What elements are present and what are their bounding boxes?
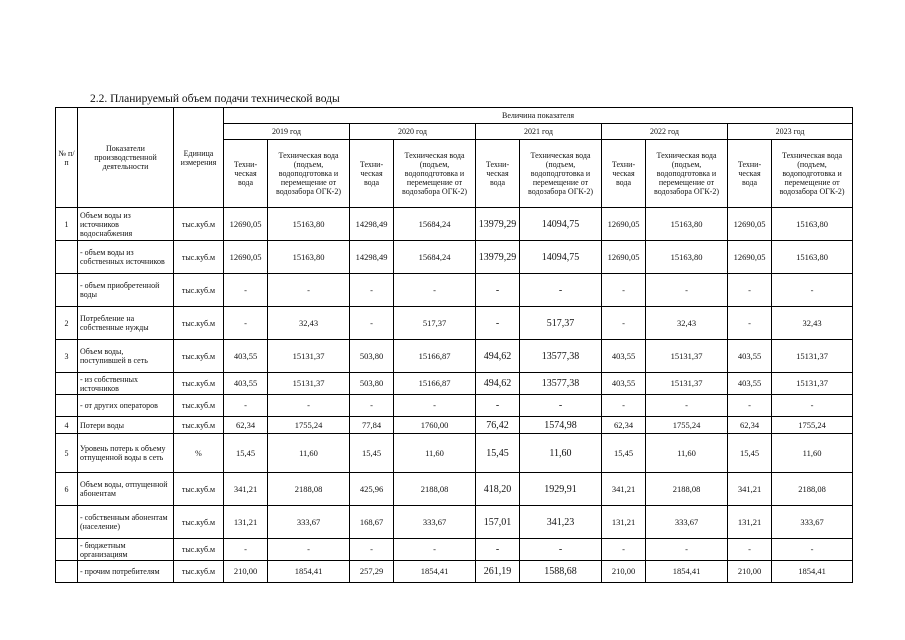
value-cell: 333,67 — [772, 506, 853, 539]
value-cell: 403,55 — [728, 340, 772, 373]
value-cell: 1854,41 — [394, 561, 476, 583]
header-tech-water: Техни-ческая вода — [728, 140, 772, 208]
value-cell: 2188,08 — [772, 473, 853, 506]
value-cell: - — [646, 395, 728, 417]
value-cell: 333,67 — [394, 506, 476, 539]
value-cell: 15163,80 — [646, 208, 728, 241]
header-unit: Единица измерения — [174, 108, 224, 208]
header-value-group: Величина показателя — [224, 108, 853, 124]
header-tech-water: Техни-ческая вода — [476, 140, 520, 208]
value-cell: - — [476, 307, 520, 340]
value-cell: 1755,24 — [646, 417, 728, 434]
row-unit: тыс.куб.м — [174, 208, 224, 241]
value-cell: - — [350, 395, 394, 417]
value-cell: 494,62 — [476, 373, 520, 395]
value-cell: 261,19 — [476, 561, 520, 583]
value-cell: - — [520, 539, 602, 561]
value-cell: 15163,80 — [772, 208, 853, 241]
value-cell: - — [350, 539, 394, 561]
value-cell: 62,34 — [602, 417, 646, 434]
value-cell: 15166,87 — [394, 340, 476, 373]
value-cell: - — [350, 307, 394, 340]
value-cell: - — [728, 539, 772, 561]
value-cell: 14094,75 — [520, 208, 602, 241]
row-num: 1 — [56, 208, 78, 241]
value-cell: 517,37 — [394, 307, 476, 340]
value-cell: - — [728, 307, 772, 340]
table-row — [56, 395, 853, 417]
value-cell: 15131,37 — [646, 373, 728, 395]
value-cell: 12690,05 — [224, 241, 268, 274]
value-cell: 15,45 — [224, 434, 268, 473]
value-cell: 425,96 — [350, 473, 394, 506]
value-cell: 32,43 — [268, 307, 350, 340]
header-ogk-water: Техническая вода (подъем, водоподготовка и перемещение от водозабора ОГК-2) — [394, 140, 476, 208]
value-cell: 13979,29 — [476, 241, 520, 274]
row-num — [56, 539, 78, 561]
row-num — [56, 373, 78, 395]
value-cell: 15,45 — [602, 434, 646, 473]
table-row — [56, 417, 853, 434]
value-cell: 341,21 — [602, 473, 646, 506]
value-cell: 341,21 — [224, 473, 268, 506]
value-cell: 12690,05 — [728, 241, 772, 274]
value-cell: 15163,80 — [268, 241, 350, 274]
row-num — [56, 561, 78, 583]
value-cell: 131,21 — [728, 506, 772, 539]
row-unit: тыс.куб.м — [174, 473, 224, 506]
value-cell: 1929,91 — [520, 473, 602, 506]
value-cell: 333,67 — [268, 506, 350, 539]
table-row — [56, 274, 853, 307]
value-cell: 1755,24 — [268, 417, 350, 434]
row-label: Потребление на собственные нужды — [78, 307, 174, 340]
row-unit: тыс.куб.м — [174, 274, 224, 307]
table-row — [56, 340, 853, 373]
row-unit: тыс.куб.м — [174, 539, 224, 561]
row-label: - объем приобретенной воды — [78, 274, 174, 307]
value-cell: 333,67 — [646, 506, 728, 539]
header-year: 2022 год — [602, 124, 728, 140]
value-cell: - — [520, 274, 602, 307]
row-label: Потери воды — [78, 417, 174, 434]
value-cell: - — [728, 274, 772, 307]
row-label: - объем воды из собственных источников — [78, 241, 174, 274]
table-row — [56, 539, 853, 561]
value-cell: 14094,75 — [520, 241, 602, 274]
value-cell: 1854,41 — [268, 561, 350, 583]
value-cell: 13577,38 — [520, 340, 602, 373]
value-cell: - — [268, 274, 350, 307]
value-cell: - — [224, 395, 268, 417]
value-cell: 77,84 — [350, 417, 394, 434]
header-year: 2021 год — [476, 124, 602, 140]
table-row — [56, 307, 853, 340]
header-year: 2020 год — [350, 124, 476, 140]
water-supply-table — [55, 107, 853, 583]
value-cell: 341,23 — [520, 506, 602, 539]
value-cell: 257,29 — [350, 561, 394, 583]
header-ogk-water: Техническая вода (подъем, водоподготовка и перемещение от водозабора ОГК-2) — [268, 140, 350, 208]
row-label: - собственным абонентам (население) — [78, 506, 174, 539]
value-cell: 15163,80 — [772, 241, 853, 274]
value-cell: 12690,05 — [224, 208, 268, 241]
header-ogk-water: Техническая вода (подъем, водоподготовка и перемещение от водозабора ОГК-2) — [520, 140, 602, 208]
row-unit: тыс.куб.м — [174, 506, 224, 539]
table-row — [56, 373, 853, 395]
value-cell: - — [476, 274, 520, 307]
row-unit: тыс.куб.м — [174, 241, 224, 274]
row-label: - из собственных источников — [78, 373, 174, 395]
value-cell: 76,42 — [476, 417, 520, 434]
row-unit: тыс.куб.м — [174, 561, 224, 583]
value-cell: 13979,29 — [476, 208, 520, 241]
header-year: 2023 год — [728, 124, 853, 140]
row-unit: тыс.куб.м — [174, 340, 224, 373]
value-cell: 503,80 — [350, 373, 394, 395]
value-cell: 13577,38 — [520, 373, 602, 395]
row-num — [56, 395, 78, 417]
value-cell: - — [772, 539, 853, 561]
row-num — [56, 506, 78, 539]
value-cell: 15,45 — [476, 434, 520, 473]
value-cell: 12690,05 — [602, 208, 646, 241]
row-unit: тыс.куб.м — [174, 417, 224, 434]
value-cell: 15684,24 — [394, 241, 476, 274]
value-cell: 403,55 — [728, 373, 772, 395]
value-cell: - — [520, 395, 602, 417]
row-num: 4 — [56, 417, 78, 434]
header-tech-water: Техни-ческая вода — [602, 140, 646, 208]
value-cell: 15166,87 — [394, 373, 476, 395]
table-row — [56, 241, 853, 274]
row-label: Объем воды из источников водоснабжения — [78, 208, 174, 241]
value-cell: - — [394, 274, 476, 307]
value-cell: 2188,08 — [394, 473, 476, 506]
header-ogk-water: Техническая вода (подъем, водоподготовка и перемещение от водозабора ОГК-2) — [772, 140, 853, 208]
value-cell: - — [602, 539, 646, 561]
value-cell: 403,55 — [224, 340, 268, 373]
value-cell: 403,55 — [224, 373, 268, 395]
table-row — [56, 434, 853, 473]
value-cell: - — [772, 395, 853, 417]
value-cell: - — [268, 539, 350, 561]
value-cell: - — [224, 307, 268, 340]
value-cell: 210,00 — [602, 561, 646, 583]
row-num: 2 — [56, 307, 78, 340]
value-cell: 418,20 — [476, 473, 520, 506]
value-cell: - — [268, 395, 350, 417]
row-label: - от других операторов — [78, 395, 174, 417]
value-cell: 15163,80 — [646, 241, 728, 274]
value-cell: - — [646, 274, 728, 307]
value-cell: 15131,37 — [772, 340, 853, 373]
value-cell: - — [476, 539, 520, 561]
value-cell: 12690,05 — [728, 208, 772, 241]
value-cell: 131,21 — [602, 506, 646, 539]
value-cell: 11,60 — [520, 434, 602, 473]
value-cell: 403,55 — [602, 340, 646, 373]
section-title: 2.2. Планируемый объем подачи технической воды — [90, 93, 340, 105]
value-cell: - — [646, 539, 728, 561]
value-cell: - — [602, 307, 646, 340]
row-label: Уровень потерь к объему отпущенной воды в сеть — [78, 434, 174, 473]
value-cell: 1588,68 — [520, 561, 602, 583]
row-label: Объем воды, поступившей в сеть — [78, 340, 174, 373]
value-cell: 15684,24 — [394, 208, 476, 241]
value-cell: 32,43 — [772, 307, 853, 340]
value-cell: 15131,37 — [646, 340, 728, 373]
value-cell: 210,00 — [728, 561, 772, 583]
header-tech-water: Техни-ческая вода — [224, 140, 268, 208]
value-cell: 341,21 — [728, 473, 772, 506]
value-cell: - — [602, 274, 646, 307]
value-cell: 1854,41 — [646, 561, 728, 583]
value-cell: - — [350, 274, 394, 307]
row-num: 3 — [56, 340, 78, 373]
value-cell: 14298,49 — [350, 208, 394, 241]
value-cell: 131,21 — [224, 506, 268, 539]
table-row — [56, 208, 853, 241]
value-cell: 11,60 — [394, 434, 476, 473]
value-cell: 11,60 — [646, 434, 728, 473]
row-label: Объем воды, отпущенной абонентам — [78, 473, 174, 506]
value-cell: - — [224, 539, 268, 561]
value-cell: - — [772, 274, 853, 307]
value-cell: 1854,41 — [772, 561, 853, 583]
value-cell: 14298,49 — [350, 241, 394, 274]
value-cell: - — [394, 539, 476, 561]
value-cell: 1755,24 — [772, 417, 853, 434]
row-unit: тыс.куб.м — [174, 373, 224, 395]
row-num: 5 — [56, 434, 78, 473]
value-cell: - — [394, 395, 476, 417]
row-unit: % — [174, 434, 224, 473]
value-cell: 15131,37 — [772, 373, 853, 395]
value-cell: 2188,08 — [646, 473, 728, 506]
value-cell: 210,00 — [224, 561, 268, 583]
value-cell: - — [224, 274, 268, 307]
value-cell: 11,60 — [772, 434, 853, 473]
table-row — [56, 473, 853, 506]
value-cell: 15131,37 — [268, 340, 350, 373]
value-cell: 1574,98 — [520, 417, 602, 434]
row-unit: тыс.куб.м — [174, 395, 224, 417]
row-label: - бюджетным организациям — [78, 539, 174, 561]
value-cell: 1760,00 — [394, 417, 476, 434]
value-cell: - — [728, 395, 772, 417]
header-indicator: Показатели производственной деятельности — [78, 108, 174, 208]
value-cell: 2188,08 — [268, 473, 350, 506]
row-num — [56, 274, 78, 307]
value-cell: - — [602, 395, 646, 417]
header-num: № п/п — [56, 108, 78, 208]
value-cell: 12690,05 — [602, 241, 646, 274]
value-cell: 403,55 — [602, 373, 646, 395]
value-cell: 62,34 — [728, 417, 772, 434]
value-cell: 62,34 — [224, 417, 268, 434]
row-unit: тыс.куб.м — [174, 307, 224, 340]
value-cell: 32,43 — [646, 307, 728, 340]
value-cell: - — [476, 395, 520, 417]
value-cell: 157,01 — [476, 506, 520, 539]
row-num: 6 — [56, 473, 78, 506]
header-ogk-water: Техническая вода (подъем, водоподготовка и перемещение от водозабора ОГК-2) — [646, 140, 728, 208]
value-cell: 15,45 — [350, 434, 394, 473]
header-year: 2019 год — [224, 124, 350, 140]
table-row — [56, 506, 853, 539]
value-cell: 494,62 — [476, 340, 520, 373]
value-cell: 15163,80 — [268, 208, 350, 241]
value-cell: 11,60 — [268, 434, 350, 473]
value-cell: 15131,37 — [268, 373, 350, 395]
row-num — [56, 241, 78, 274]
row-label: - прочим потребителям — [78, 561, 174, 583]
value-cell: 15,45 — [728, 434, 772, 473]
table-row — [56, 561, 853, 583]
value-cell: 503,80 — [350, 340, 394, 373]
value-cell: 168,67 — [350, 506, 394, 539]
header-tech-water: Техни-ческая вода — [350, 140, 394, 208]
value-cell: 517,37 — [520, 307, 602, 340]
